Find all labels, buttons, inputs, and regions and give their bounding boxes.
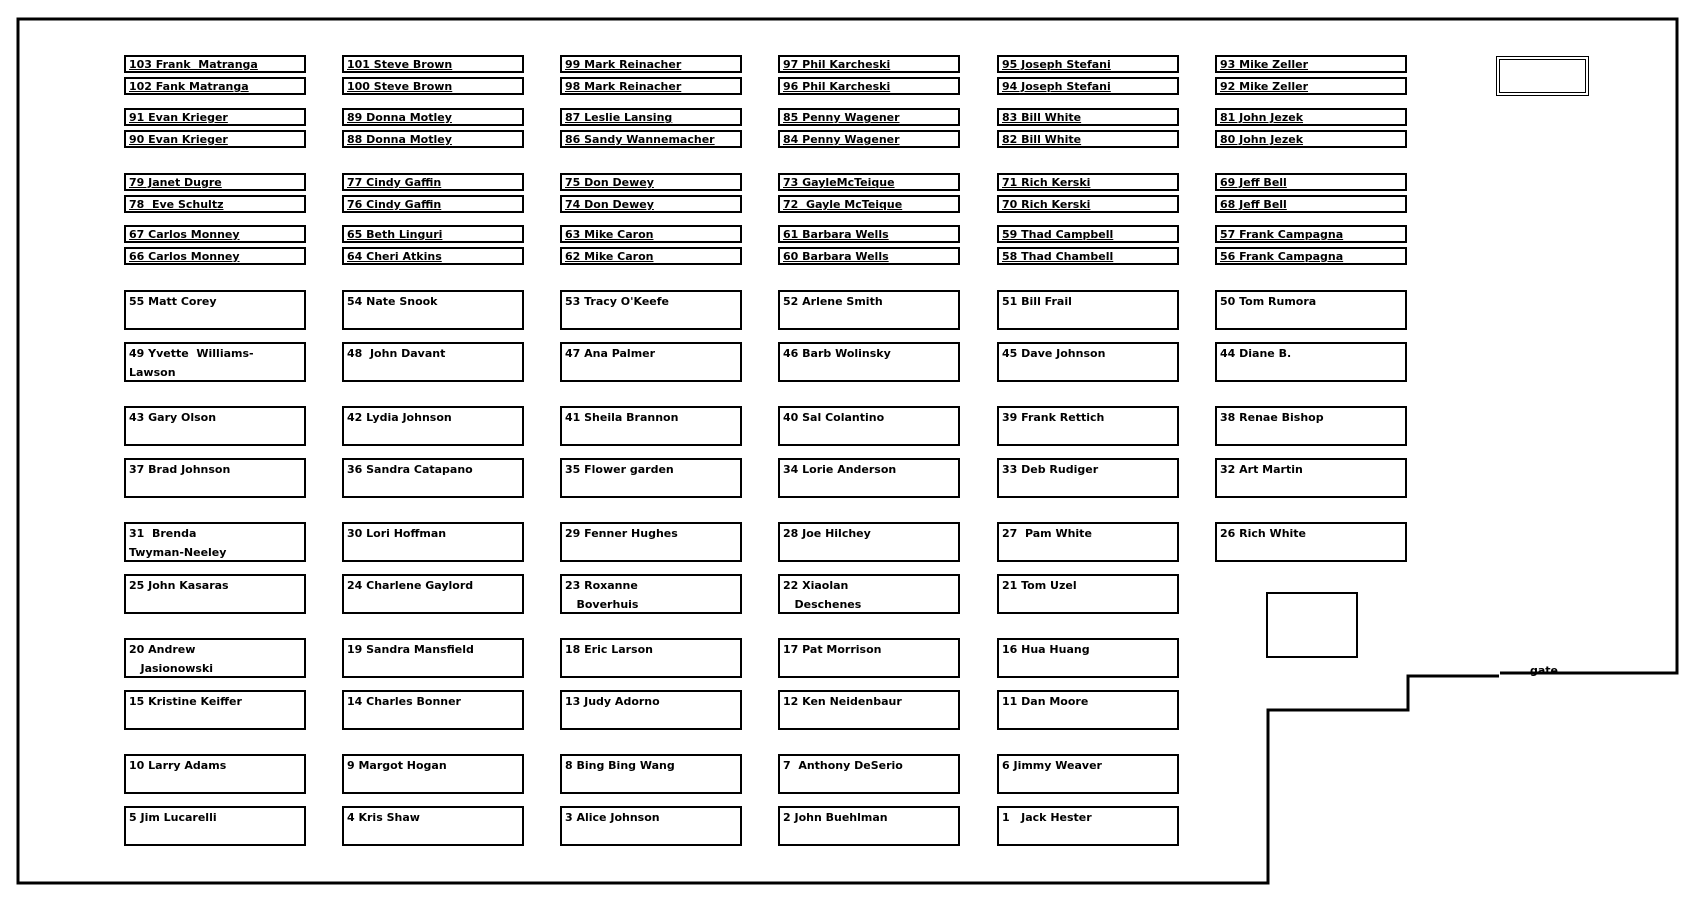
plot-label: 91 Evan Krieger — [129, 111, 228, 124]
plot-label: 63 Mike Caron — [565, 228, 654, 241]
garden-plot[interactable] — [560, 522, 742, 562]
garden-plot[interactable] — [342, 130, 524, 148]
plot-label: 1 Jack Hester — [1002, 811, 1092, 824]
plot-label: 67 Carlos Monney — [129, 228, 240, 241]
garden-plot[interactable] — [342, 55, 524, 73]
garden-plot[interactable] — [560, 342, 742, 382]
plot-label: 35 Flower garden — [565, 463, 674, 476]
plot-label: 44 Diane B. — [1220, 347, 1292, 360]
plot-label: 31 Brenda Twyman-Neeley — [129, 527, 227, 559]
plot-label: 6 Jimmy Weaver — [1002, 759, 1102, 772]
garden-plot[interactable] — [560, 806, 742, 846]
garden-plot[interactable] — [997, 55, 1179, 73]
plot-label: 29 Fenner Hughes — [565, 527, 678, 540]
plot-label: 8 Bing Bing Wang — [565, 759, 675, 772]
plot-label: 2 John Buehlman — [783, 811, 888, 824]
garden-plot[interactable] — [124, 195, 306, 213]
plot-label: 97 Phil Karcheski — [783, 58, 891, 71]
plot-label: 23 Roxanne Boverhuis — [565, 579, 639, 611]
plot-label: 17 Pat Morrison — [783, 643, 882, 656]
plot-label: 100 Steve Brown — [347, 80, 453, 93]
plot-label: 46 Barb Wolinsky — [783, 347, 891, 360]
garden-plot[interactable] — [778, 342, 960, 382]
plot-label: 48 John Davant — [347, 347, 446, 360]
plot-label: 21 Tom Uzel — [1002, 579, 1077, 592]
garden-plot[interactable] — [778, 247, 960, 265]
garden-plot[interactable] — [342, 173, 524, 191]
garden-plot[interactable] — [1215, 108, 1407, 126]
plot-label: 28 Joe Hilchey — [783, 527, 871, 540]
plot-label: 99 Mark Reinacher — [565, 58, 682, 71]
garden-plot[interactable] — [1215, 247, 1407, 265]
garden-plot[interactable] — [560, 290, 742, 330]
plot-label: 55 Matt Corey — [129, 295, 217, 308]
plot-label: 4 Kris Shaw — [347, 811, 420, 824]
garden-plot[interactable] — [560, 638, 742, 678]
garden-plot[interactable] — [778, 108, 960, 126]
garden-plot[interactable] — [342, 806, 524, 846]
garden-plot[interactable] — [1215, 173, 1407, 191]
garden-plot[interactable] — [997, 754, 1179, 794]
plot-label: 86 Sandy Wannemacher — [565, 133, 715, 146]
garden-plot[interactable] — [997, 458, 1179, 498]
plot-label: 74 Don Dewey — [565, 198, 654, 211]
garden-plot[interactable] — [124, 754, 306, 794]
plot-label: 62 Mike Caron — [565, 250, 654, 263]
garden-plot[interactable] — [124, 522, 306, 562]
plot-label: 66 Carlos Monney — [129, 250, 240, 263]
garden-plot[interactable] — [997, 195, 1179, 213]
garden-plot[interactable] — [342, 754, 524, 794]
plot-label: 16 Hua Huang — [1002, 643, 1090, 656]
garden-plot[interactable] — [1215, 522, 1407, 562]
plot-label: 103 Frank Matranga — [129, 58, 258, 71]
garden-plot[interactable] — [997, 130, 1179, 148]
plot-label: 57 Frank Campagna — [1220, 228, 1344, 241]
garden-plot[interactable] — [342, 225, 524, 243]
garden-plot[interactable] — [124, 247, 306, 265]
plot-label: 95 Joseph Stefani — [1002, 58, 1111, 71]
garden-plot[interactable] — [997, 522, 1179, 562]
plot-label: 45 Dave Johnson — [1002, 347, 1106, 360]
garden-plot[interactable] — [342, 108, 524, 126]
plot-label: 80 John Jezek — [1220, 133, 1304, 146]
plot-label: 39 Frank Rettich — [1002, 411, 1105, 424]
plot-label: 98 Mark Reinacher — [565, 80, 682, 93]
garden-plot[interactable] — [778, 690, 960, 730]
garden-plot[interactable] — [342, 690, 524, 730]
garden-plot[interactable] — [778, 406, 960, 446]
plot-label: 50 Tom Rumora — [1220, 295, 1317, 308]
plot-label: 90 Evan Krieger — [129, 133, 228, 146]
plot-label: 70 Rich Kerski — [1002, 198, 1091, 211]
garden-plot[interactable] — [342, 574, 524, 614]
garden-plot[interactable] — [560, 55, 742, 73]
garden-plot[interactable] — [560, 225, 742, 243]
plot-label: 79 Janet Dugre — [129, 176, 222, 189]
plot-label: 75 Don Dewey — [565, 176, 654, 189]
garden-plot[interactable] — [1215, 290, 1407, 330]
plot-label: 41 Sheila Brannon — [565, 411, 679, 424]
plot-label: 54 Nate Snook — [347, 295, 438, 308]
plot-label: 60 Barbara Wells — [783, 250, 889, 263]
garden-plot[interactable] — [778, 173, 960, 191]
plot-label: 27 Pam White — [1002, 527, 1092, 540]
garden-plot[interactable] — [778, 638, 960, 678]
plot-label: 84 Penny Wagener — [783, 133, 900, 146]
plot-label: 92 Mike Zeller — [1220, 80, 1309, 93]
garden-plot[interactable] — [1215, 77, 1407, 95]
garden-plot[interactable] — [124, 458, 306, 498]
plot-label: 65 Beth Linguri — [347, 228, 443, 241]
plot-label: 58 Thad Chambell — [1002, 250, 1114, 263]
garden-plot[interactable] — [560, 195, 742, 213]
plot-label: 11 Dan Moore — [1002, 695, 1089, 708]
plot-label: 56 Frank Campagna — [1220, 250, 1344, 263]
plot-label: 59 Thad Campbell — [1002, 228, 1114, 241]
garden-plot[interactable] — [997, 77, 1179, 95]
garden-plot[interactable] — [997, 690, 1179, 730]
plot-label: 13 Judy Adorno — [565, 695, 660, 708]
plot-label: 5 Jim Lucarelli — [129, 811, 217, 824]
garden-plot[interactable] — [342, 290, 524, 330]
garden-plot[interactable] — [778, 458, 960, 498]
garden-plot[interactable] — [124, 406, 306, 446]
plot-label: 40 Sal Colantino — [783, 411, 885, 424]
garden-plot[interactable] — [1215, 130, 1407, 148]
plot-label: 20 Andrew Jasionowski — [129, 643, 214, 675]
garden-plot[interactable] — [342, 195, 524, 213]
garden-plot[interactable] — [1215, 458, 1407, 498]
garden-plot[interactable] — [1215, 195, 1407, 213]
garden-plot[interactable] — [124, 173, 306, 191]
plot-label: 43 Gary Olson — [129, 411, 217, 424]
plot-label: 18 Eric Larson — [565, 643, 653, 656]
plot-label: 51 Bill Frail — [1002, 295, 1072, 308]
plot-label: 94 Joseph Stefani — [1002, 80, 1111, 93]
plot-label: 25 John Kasaras — [129, 579, 229, 592]
plot-label: 12 Ken Neidenbaur — [783, 695, 902, 708]
garden-plot[interactable] — [1215, 342, 1407, 382]
plot-label: 30 Lori Hoffman — [347, 527, 447, 540]
garden-plot[interactable] — [560, 247, 742, 265]
garden-plot[interactable] — [778, 55, 960, 73]
plot-label: 68 Jeff Bell — [1220, 198, 1287, 211]
gate-label: gate — [1530, 664, 1559, 677]
plot-label: 81 John Jezek — [1220, 111, 1304, 124]
plot-label: 24 Charlene Gaylord — [347, 579, 474, 592]
plot-label: 19 Sandra Mansfield — [347, 643, 474, 656]
plot-label: 78 Eve Schultz — [129, 198, 224, 211]
garden-plot[interactable] — [778, 522, 960, 562]
plot-label: 82 Bill White — [1002, 133, 1082, 146]
plot-label: 73 GayleMcTeique — [783, 176, 895, 189]
garden-plot[interactable] — [342, 638, 524, 678]
garden-plot[interactable] — [124, 108, 306, 126]
garden-plot[interactable] — [997, 225, 1179, 243]
garden-plot[interactable] — [124, 55, 306, 73]
garden-plot[interactable] — [1215, 55, 1407, 73]
garden-plot[interactable] — [778, 77, 960, 95]
plot-label: 42 Lydia Johnson — [347, 411, 452, 424]
garden-plot[interactable] — [778, 574, 960, 614]
garden-plot[interactable] — [560, 130, 742, 148]
plot-label: 10 Larry Adams — [129, 759, 227, 772]
plot-label: 102 Fank Matranga — [129, 80, 249, 93]
garden-plot[interactable] — [560, 690, 742, 730]
garden-plot[interactable] — [778, 225, 960, 243]
garden-plot[interactable] — [997, 806, 1179, 846]
garden-plot[interactable] — [997, 574, 1179, 614]
garden-plot[interactable] — [342, 406, 524, 446]
shed-box — [1496, 56, 1589, 96]
plot-label: 32 Art Martin — [1220, 463, 1303, 476]
plot-label: 49 Yvette Williams- Lawson — [129, 347, 254, 379]
garden-plot[interactable] — [560, 77, 742, 95]
garden-plot[interactable] — [560, 458, 742, 498]
garden-plot[interactable] — [124, 130, 306, 148]
plot-label: 52 Arlene Smith — [783, 295, 883, 308]
plot-label: 26 Rich White — [1220, 527, 1307, 540]
plot-label: 69 Jeff Bell — [1220, 176, 1287, 189]
garden-plot[interactable] — [124, 77, 306, 95]
garden-plot[interactable] — [997, 638, 1179, 678]
garden-plot[interactable] — [124, 225, 306, 243]
plot-label: 88 Donna Motley — [347, 133, 452, 146]
garden-plot[interactable] — [124, 690, 306, 730]
garden-plot[interactable] — [1215, 225, 1407, 243]
plot-label: 3 Alice Johnson — [565, 811, 660, 824]
garden-plot[interactable] — [997, 247, 1179, 265]
plot-label: 34 Lorie Anderson — [783, 463, 897, 476]
garden-plot[interactable] — [778, 754, 960, 794]
plot-label: 96 Phil Karcheski — [783, 80, 891, 93]
garden-plot[interactable] — [124, 806, 306, 846]
garden-plot[interactable] — [342, 247, 524, 265]
garden-plot[interactable] — [124, 290, 306, 330]
garden-plot[interactable] — [997, 290, 1179, 330]
garden-plot[interactable] — [342, 77, 524, 95]
garden-plot[interactable] — [997, 108, 1179, 126]
garden-plot[interactable] — [1215, 406, 1407, 446]
garden-plot[interactable] — [560, 574, 742, 614]
plot-label: 22 Xiaolan Deschenes — [783, 579, 862, 611]
plot-label: 64 Cheri Atkins — [347, 250, 442, 263]
garden-plot[interactable] — [997, 406, 1179, 446]
plot-label: 77 Cindy Gaffin — [347, 176, 442, 189]
compost-box — [1266, 592, 1358, 658]
plot-label: 87 Leslie Lansing — [565, 111, 673, 124]
plot-label: 36 Sandra Catapano — [347, 463, 473, 476]
plot-label: 14 Charles Bonner — [347, 695, 461, 708]
garden-plot[interactable] — [778, 806, 960, 846]
plot-label: 15 Kristine Keiffer — [129, 695, 242, 708]
garden-plot[interactable] — [124, 638, 306, 678]
plot-label: 38 Renae Bishop — [1220, 411, 1324, 424]
plot-label: 101 Steve Brown — [347, 58, 453, 71]
garden-plot[interactable] — [997, 173, 1179, 191]
plot-label: 85 Penny Wagener — [783, 111, 900, 124]
plot-label: 9 Margot Hogan — [347, 759, 447, 772]
garden-plot[interactable] — [124, 574, 306, 614]
plot-label: 71 Rich Kerski — [1002, 176, 1091, 189]
plot-label: 93 Mike Zeller — [1220, 58, 1309, 71]
garden-plot[interactable] — [342, 342, 524, 382]
plot-label: 72 Gayle McTeique — [783, 198, 903, 211]
plot-label: 76 Cindy Gaffin — [347, 198, 442, 211]
garden-plot[interactable] — [560, 108, 742, 126]
garden-plot[interactable] — [778, 195, 960, 213]
garden-plot[interactable] — [778, 130, 960, 148]
plot-label: 37 Brad Johnson — [129, 463, 231, 476]
plot-label: 61 Barbara Wells — [783, 228, 889, 241]
garden-plot[interactable] — [778, 290, 960, 330]
garden-plot[interactable] — [560, 754, 742, 794]
plot-label: 53 Tracy O'Keefe — [565, 295, 670, 308]
garden-plot[interactable] — [997, 342, 1179, 382]
plot-label: 83 Bill White — [1002, 111, 1082, 124]
garden-plot[interactable] — [124, 342, 306, 382]
plot-label: 47 Ana Palmer — [565, 347, 656, 360]
garden-plot[interactable] — [342, 522, 524, 562]
garden-plot[interactable] — [560, 173, 742, 191]
plot-label: 7 Anthony DeSerio — [783, 759, 903, 772]
plot-label: 89 Donna Motley — [347, 111, 452, 124]
garden-plot[interactable] — [560, 406, 742, 446]
plot-label: 33 Deb Rudiger — [1002, 463, 1099, 476]
garden-plot[interactable] — [342, 458, 524, 498]
